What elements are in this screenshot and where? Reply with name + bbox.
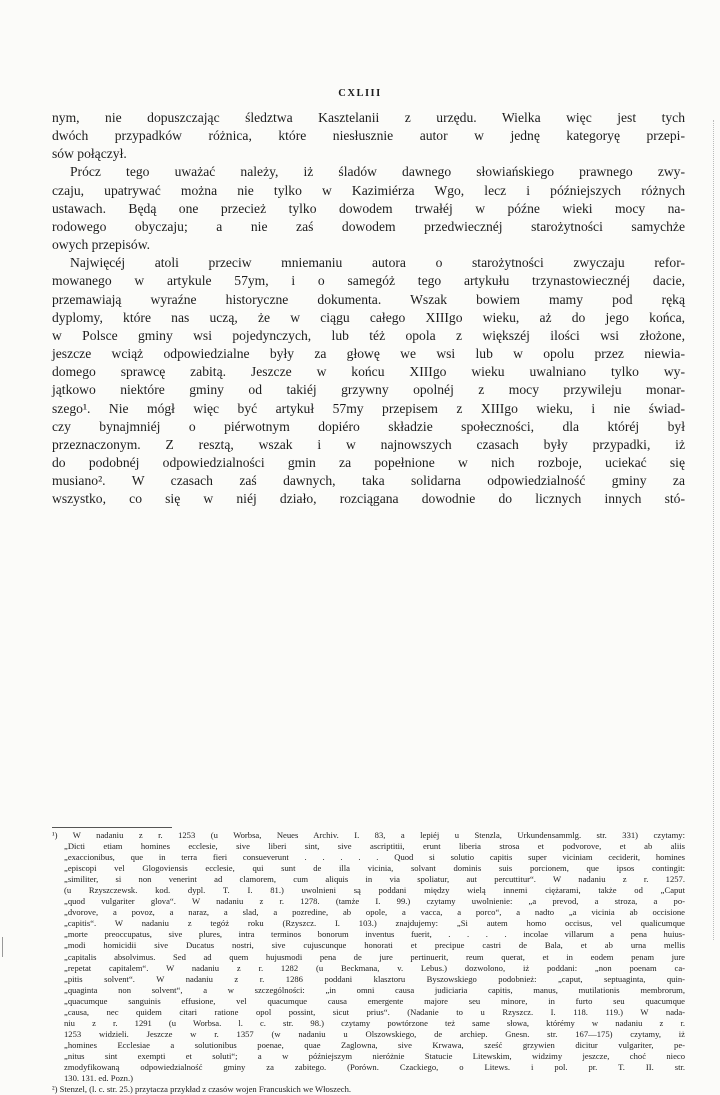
main-text — [52, 109, 685, 508]
footnote-line: „causa, nec quidem citari ratione opol possint, sicut prius“. (Nadanie to u Rzyszcz. I. 118. 119.) W nada- — [64, 1006, 685, 1017]
footnote-line: niu z r. 1291 (u Worbsa. l. c. str. 98.) czytamy powtórzone też same słowa, którémy w nadaniu z r. — [64, 1017, 685, 1028]
footnote-line: 1253 widzieli. Jeszcze w r. 1357 (w nadaniu u Olszowskiego, de archiep. Gnesn. str. 167—175) czytamy, iż — [64, 1028, 685, 1039]
text-line: do podobnéj odpowiedzialności gmin za popełnione w nich rozboje, uciekać się — [52, 454, 685, 470]
footnote-line: „capitalis absolvimus. Sed ad quem hujusmodi pena de jure pertinuerit, reum querat, et in eodem penam jure — [64, 951, 685, 962]
footnote-line: „quacumque sanguinis effusione, vel quacumque causa emergente majore seu minore, in furto seu quacumque — [64, 995, 685, 1006]
footnote-line: (u Rzyszczewsk. kod. dypl. T. I. 81.) uwolnieni są poddani między wielą innemi ciężarami, także od „Caput — [64, 885, 685, 896]
footnote-line: „morte preoccupatus, sive plures, intra terminos bonorum inventus fuerit, . . . . incolae villarum a pena huius- — [64, 929, 685, 940]
text-line: ustawach. Będą one przecież tylko dowodem trwałéj w późne wieki mocy na- — [52, 200, 685, 216]
text-line: wszystko, co się w niéj działo, rozciągana dowodnie do licznych innych stó- — [52, 491, 685, 507]
scan-corner-mark — [2, 937, 11, 957]
text-line: owych przepisów. — [52, 237, 151, 253]
text-line: przemawiają wyraźne historyczne dokumenta. Wszak bowiem mamy pod ręką — [52, 291, 685, 307]
footnotes — [52, 830, 685, 1095]
footnote-divider — [52, 827, 172, 828]
footnote-line: „repetat capitalem“. W nadaniu z r. 1282 (u Beckmana, v. Lebus.) dozwolono, iż poddani: „non poenam ca- — [64, 962, 685, 973]
text-line: jeszcze wciąż odpowiedzialne były za głowę we wsi lub w opolu przez niewia- — [52, 346, 685, 362]
text-line: szego¹. Nie mógł więc być artykuł 57my przepisem z XIIIgo wieku, i nie świad- — [52, 400, 685, 416]
footnote-line: „dvorove, a povoz, a naraz, a slad, a pozredine, ab opole, a vacca, a porco“, a nadto „a vicinia ab occisione — [64, 907, 685, 918]
footnote-line: „Dicti etiam homines ecclesie, sive liberi sint, sive ascriptitii, erunt liberia strosa et podvorove, et ab aliis — [64, 841, 685, 852]
footnote-line: ¹) W nadaniu z r. 1253 (u Worbsa, Neues Archiv. I. 83, a lepiéj u Stenzla, Urkundensammlg. str. 331) czytamy: — [52, 830, 685, 840]
footnote-line: „modi homicidii sive Ducatus nostri, sive cujuscunque honorati et precipue castri de Bala, et ab urna mellis — [64, 940, 685, 951]
footnote-line: „exaccionibus, que in terra fieri consueverunt . . . . . Quod si solutio capitis super viciniam ceciderit, homines — [64, 852, 685, 863]
text-line: w Polsce gminy wsi pojedynczych, lub téż opola z większéj ilości wsi złożone, — [52, 327, 685, 343]
footnote-line: „quod vulgariter glova“. W nadaniu z r. 1278. (tamże I. 99.) czytamy uwolnienie: „a prevod, a stroza, a po- — [64, 896, 685, 907]
text-line: sów połączył. — [52, 146, 127, 162]
footnote-line: „episcopi vel Glogoviensis ecclesie, qui sunt de illa vicinia, solvant dominis suis porcionem, que ipsos contingit: — [64, 863, 685, 874]
text-line: czaju, upatrywać można nie tylko w Kazimiérza Wgo, lecz i późniejszych różnych — [52, 182, 685, 198]
footnote-line: ²) Stenzel, (l. c. str. 25.) przytacza przykład z czasów wojen Francuskich we Włoszech. — [52, 1084, 352, 1095]
footnote-line: „quaginta non solvent“, a w szczególności: „in omni causa judiciaria capitis, manus, mutilationis membrorum, — [64, 984, 685, 995]
text-line: Prócz tego uważać należy, iż śladów dawnego słowiańskiego prawnego zwy- — [70, 164, 685, 180]
footnote-line: „pitis solvent“. W nadaniu z r. 1286 poddani klasztoru Byszowskiego podobnież: „caput, septuaginta, quin- — [64, 973, 685, 984]
page-edge-shadow — [711, 120, 714, 940]
text-line: musiano². W czasach zaś dawnych, taka solidarna odpowiedzialność gminy za — [52, 473, 685, 489]
text-line: mowanego w artykule 57ym, i o samegóż tego artykułu trzynastowiecznéj dacie, — [52, 273, 685, 289]
page-number: CXLIII — [338, 88, 382, 99]
text-line: dyplomy, które nas uczą, że w ciągu całego XIIIgo wieku, aż do jego końca, — [52, 309, 685, 325]
footnote-line: „homines Ecclesiae a solutionibus poenae, quae Zaglowna, sive Krwawa, sześć grzywien dicitur vulgariter, pe- — [64, 1039, 685, 1050]
text-line: nym, nie dopuszczając śledztwa Kasztelanii z urzędu. Wielka więc jest tych — [52, 110, 685, 125]
footnote-line: „capitis“. W nadaniu z tegóż roku (Rzyszcz. I. 103.) znajdujemy: „Si autem homo occisus, vel qualicumque — [64, 918, 685, 929]
footnote-line: „similiter, si non venerint ad clamorem, cum aliquis in via spoliatur, aut percuttitur“. W nadaniu z r. 1257. — [64, 874, 685, 885]
text-line: Najwięcéj atoli przeciw mniemaniu autora o starożytności zwyczaju refor- — [70, 255, 685, 271]
footnote-line: 130. 131. ed. Pozn.) — [64, 1073, 133, 1084]
text-line: dwóch przypadków różnica, które niesłusznie autor w jednę kategoryę przepi- — [52, 128, 685, 144]
footnote-line: zmodyfikowaną odpowiedzialność gminy za zabitego. (Porówn. Czackiego, o Litews. i pol. pr. T. II. str. — [64, 1061, 685, 1072]
text-line: jątkowo niektóre gminy od takiéj grzywny opolnéj z mocy przywileju monar- — [52, 382, 685, 398]
text-line: rodowego obyczaju; a nie zaś dowodem przedwiecznéj starożytności samychże — [52, 218, 685, 234]
text-line: przeznaczonym. Z resztą, wszak i w najnowszych czasach były przypadki, iż — [52, 436, 685, 452]
text-line: domego sprawcę zabitą. Jeszcze w końcu XIIIgo wieku uwalniano tylko wy- — [52, 364, 685, 380]
footnote-line: „nitus sint exempti et soluti“; a w późniejszym nieróżnie Statucie Litewskim, widzimy jeszcze, choć nieco — [64, 1050, 685, 1061]
text-line: czy bynajmniéj o piérwotnym dopiéro składzie społeczności, dla któréj był — [52, 418, 685, 434]
